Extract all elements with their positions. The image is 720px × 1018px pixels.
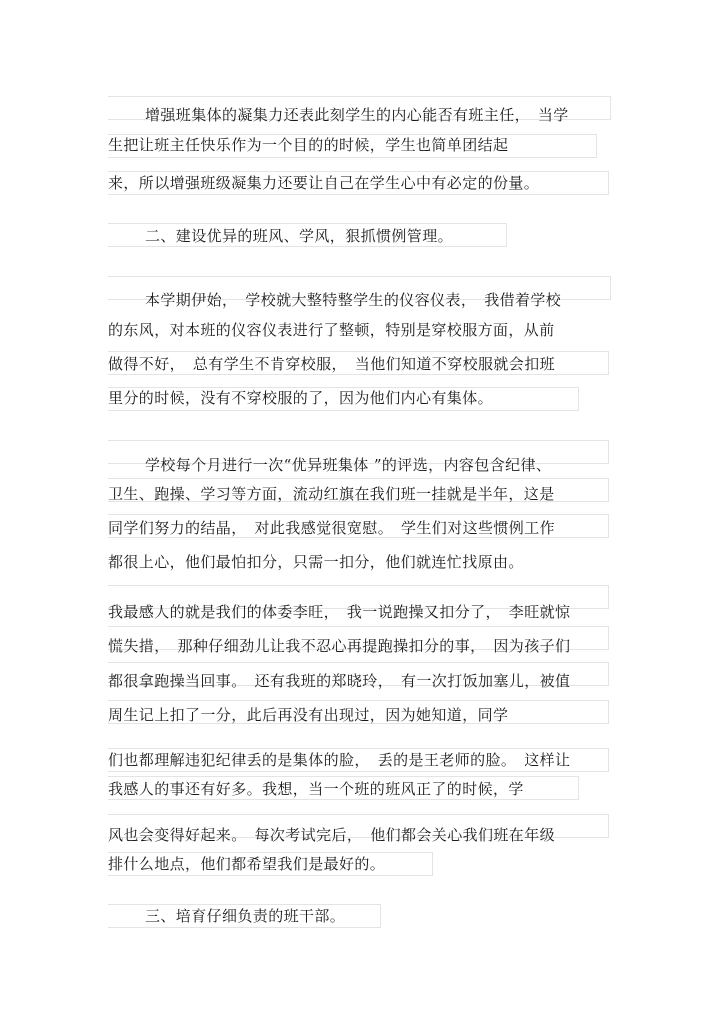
text-line: 都很拿跑操当回事。 还有我班的郑晓玲， 有一次打饭加塞儿，被值 — [108, 672, 571, 690]
text-line: 来，所以增强班级凝集力还要让自己在学生心中有必定的份量。 — [108, 174, 540, 192]
text-line: 同学们努力的结晶， 对此我感觉很宽慰。 学生们对这些惯例工作 — [108, 519, 556, 537]
text-line: 我感人的事还有好多。我想，当一个班的班风正了的时候，学 — [108, 780, 524, 798]
text-line: 排什么地点，他们都希望我们是最好的。 — [108, 855, 386, 873]
text-line: 本学期伊始， 学校就大整特整学生的仪容仪表， 我借着学校 — [145, 291, 562, 309]
text-line: 风也会变得好起来。 每次考试完后， 他们都会关心我们班在年级 — [108, 826, 556, 844]
text-line: 慌失措， 那种仔细劲儿让我不忍心再提跑操扣分的事， 因为孩子们 — [108, 637, 571, 655]
text-line: 增强班集体的凝集力还表此刻学生的内心能否有班主任， 当学 — [145, 106, 569, 124]
text-line: 的东风，对本班的仪容仪表进行了整顿，特别是穿校服方面，从前 — [108, 321, 555, 339]
text-line: 里分的时候，没有不穿校服的了，因为他们内心有集体。 — [108, 389, 494, 407]
text-line: 们也都理解违犯纪律丢的是集体的脸， 丢的是王老师的脸。 这样让 — [108, 751, 571, 769]
text-line: 做得不好， 总有学生不肯穿校服， 当他们知道不穿校服就会扣班 — [108, 355, 556, 373]
section-heading: 二、建设优异的班风、学风，狠抓惯例管理。 — [145, 227, 454, 245]
section-heading: 三、培育仔细负责的班干部。 — [145, 907, 346, 925]
text-line: 生把让班主任快乐作为一个目的的时候，学生也简单团结起 — [108, 136, 509, 154]
text-line: 都很上心，他们最怕扣分，只需一扣分，他们就连忙找原由。 — [108, 553, 524, 571]
text-line: 学校每个月进行一次“优异班集体 ”的评选，内容包含纪律、 — [145, 456, 552, 474]
text-line: 我最感人的就是我们的体委李旺， 我一说跑操又扣分了， 李旺就惊 — [108, 603, 571, 621]
text-line: 卫生、跑操、学习等方面，流动红旗在我们班一挂就是半年，这是 — [108, 485, 555, 503]
text-line: 周生记上扣了一分，此后再没有出现过，因为她知道，同学 — [108, 706, 509, 724]
